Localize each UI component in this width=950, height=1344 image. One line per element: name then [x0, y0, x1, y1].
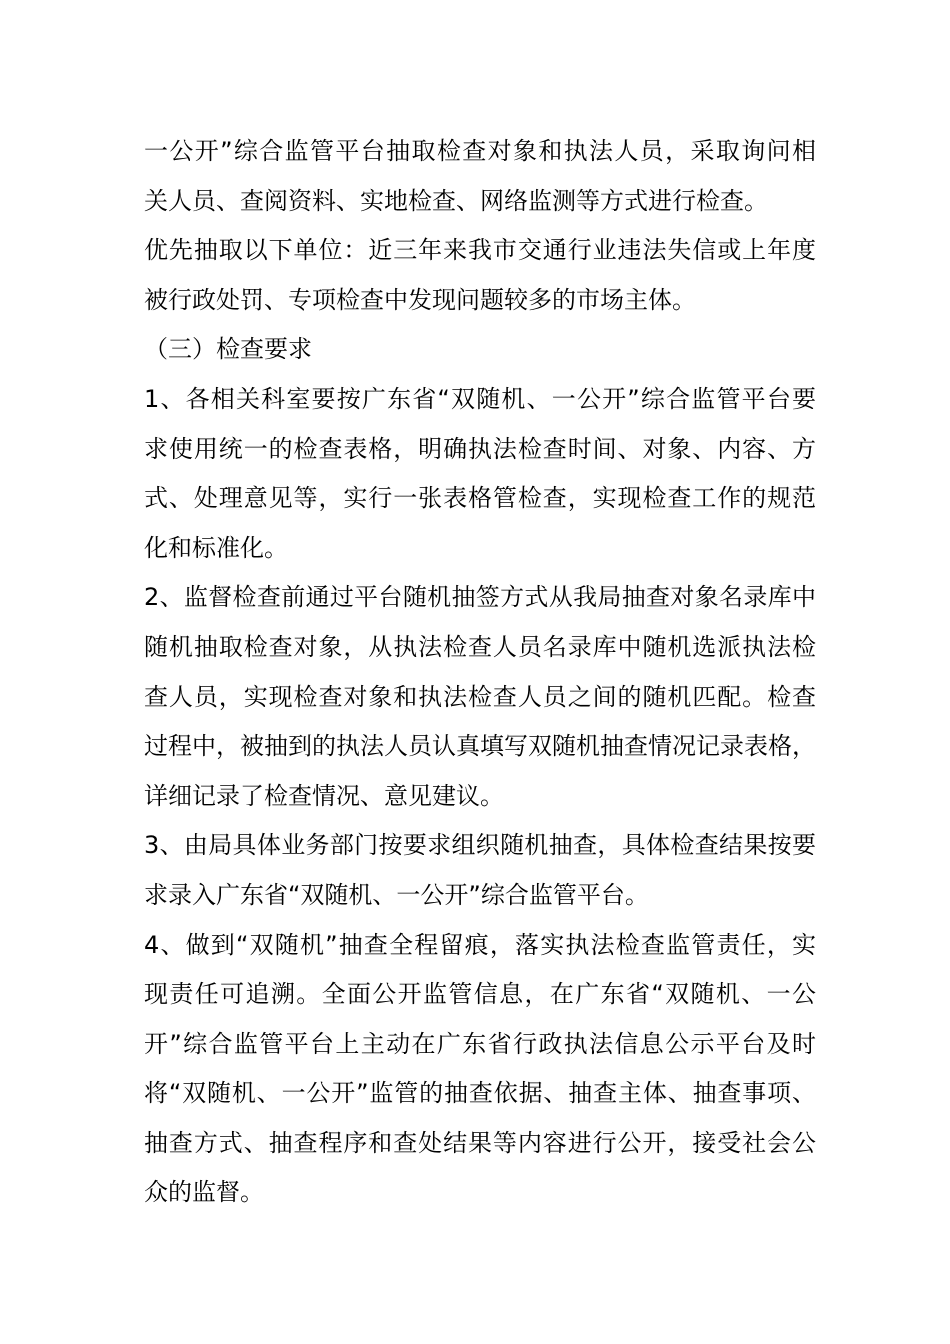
- text-line: 求录入广东省“双随机、一公开”综合监管平台。: [144, 880, 649, 909]
- text-line: 化和标准化。: [144, 533, 288, 562]
- text-line: 被行政处罚、专项检查中发现问题较多的市场主体。: [144, 285, 696, 314]
- text-line: 众的监督。: [144, 1178, 264, 1207]
- text-line: 优先抽取以下单位：近三年来我市交通行业违法失信或上年度: [144, 236, 816, 265]
- text-line: 式、处理意见等，实行一张表格管检查，实现检查工作的规范: [144, 484, 816, 513]
- text-line: 随机抽取检查对象，从执法检查人员名录库中随机选派执法检: [144, 632, 816, 661]
- text-line: 关人员、查阅资料、实地检查、网络监测等方式进行检查。: [144, 186, 768, 215]
- text-line: 将“双随机、一公开”监管的抽查依据、抽查主体、抽查事项、: [144, 1079, 816, 1108]
- text-line: 开”综合监管平台上主动在广东省行政执法信息公示平台及时: [144, 1029, 816, 1058]
- text-line: 3、由局具体业务部门按要求组织随机抽查，具体检查结果按要: [144, 831, 816, 860]
- text-line: 2、监督检查前通过平台随机抽签方式从我局抽查对象名录库中: [144, 583, 816, 612]
- text-line: 查人员，实现检查对象和执法检查人员之间的随机匹配。检查: [144, 682, 816, 711]
- text-line: （三）检查要求: [144, 335, 312, 364]
- text-line: 详细记录了检查情况、意见建议。: [144, 781, 504, 810]
- text-line: 一公开”综合监管平台抽取检查对象和执法人员，采取询问相: [144, 137, 816, 165]
- text-line: 现责任可追溯。全面公开监管信息，在广东省“双随机、一公: [144, 980, 816, 1009]
- text-line: 求使用统一的检查表格，明确执法检查时间、对象、内容、方: [144, 434, 816, 463]
- text-line: 1、各相关科室要按广东省“双随机、一公开”综合监管平台要: [144, 384, 816, 413]
- text-line: 过程中，被抽到的执法人员认真填写双随机抽查情况记录表格，: [144, 732, 816, 761]
- text-line: 抽查方式、抽查程序和查处结果等内容进行公开，接受社会公: [144, 1128, 816, 1157]
- text-line: 4、做到“双随机”抽查全程留痕，落实执法检查监管责任，实: [144, 930, 816, 959]
- document-body: [144, 127, 816, 1218]
